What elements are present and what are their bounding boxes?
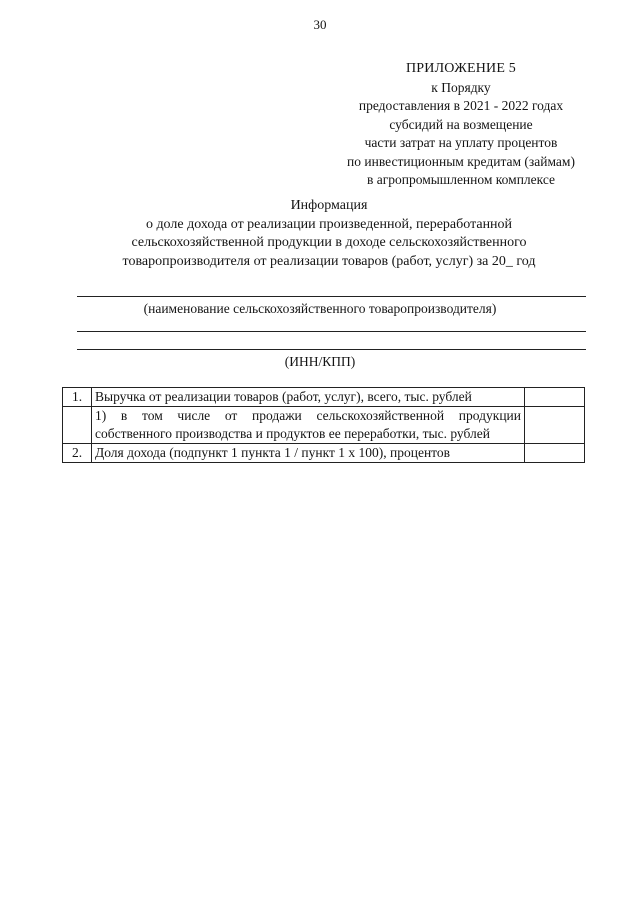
row-value-cell[interactable]	[525, 407, 585, 444]
inn-kpp-line[interactable]	[77, 349, 586, 350]
producer-name-caption: (наименование сельскохозяйственного товаропроизводителя)	[143, 301, 497, 316]
table-row	[63, 388, 585, 407]
document-heading	[90, 197, 568, 271]
table-row	[63, 444, 585, 463]
row-number: 2.	[63, 444, 92, 463]
appendix-line: субсидий на возмещение	[389, 116, 533, 132]
appendix-line: предоставления в 2021 - 2022 годах	[358, 98, 564, 113]
appendix-line: части затрат на уплату процентов	[364, 135, 558, 150]
table-row	[63, 407, 585, 444]
inn-kpp-caption: (ИНН/КПП)	[284, 354, 356, 369]
row-value-cell[interactable]	[525, 388, 585, 407]
row-number	[63, 407, 92, 444]
row-number: 1.	[63, 388, 92, 407]
heading-line: о доле дохода от реализации произведенной, переработанной	[145, 216, 513, 232]
appendix-line: по инвестиционным кредитам (займам)	[347, 153, 575, 169]
row-text: Доля дохода (подпункт 1 пункта 1 / пункт 1 x 100), процентов	[92, 444, 525, 463]
row-text: Выручка от реализации товаров (работ, услуг), всего, тыс. рублей	[92, 388, 525, 407]
page-number: 30	[313, 17, 327, 32]
row-text: 1) в том числе от продажи сельскохозяйственной продукции собственного производства и продуктов ее переработки, тыс. рублей	[92, 407, 525, 444]
appendix-line: в агропромышленном комплексе	[366, 172, 556, 187]
heading-line: сельскохозяйственной продукции в доходе сельскохозяйственного	[131, 235, 527, 250]
blank-line[interactable]	[77, 331, 586, 332]
producer-name-line[interactable]	[77, 296, 586, 297]
row-value-cell[interactable]	[525, 444, 585, 463]
income-share-table	[62, 387, 585, 463]
appendix-title: ПРИЛОЖЕНИЕ 5	[405, 61, 517, 76]
appendix-block	[330, 60, 592, 190]
heading-line: товаропроизводителя от реализации товаров (работ, услуг) за 20_ год	[122, 253, 536, 269]
heading-title: Информация	[290, 198, 368, 213]
appendix-line: к Порядку	[431, 79, 491, 95]
